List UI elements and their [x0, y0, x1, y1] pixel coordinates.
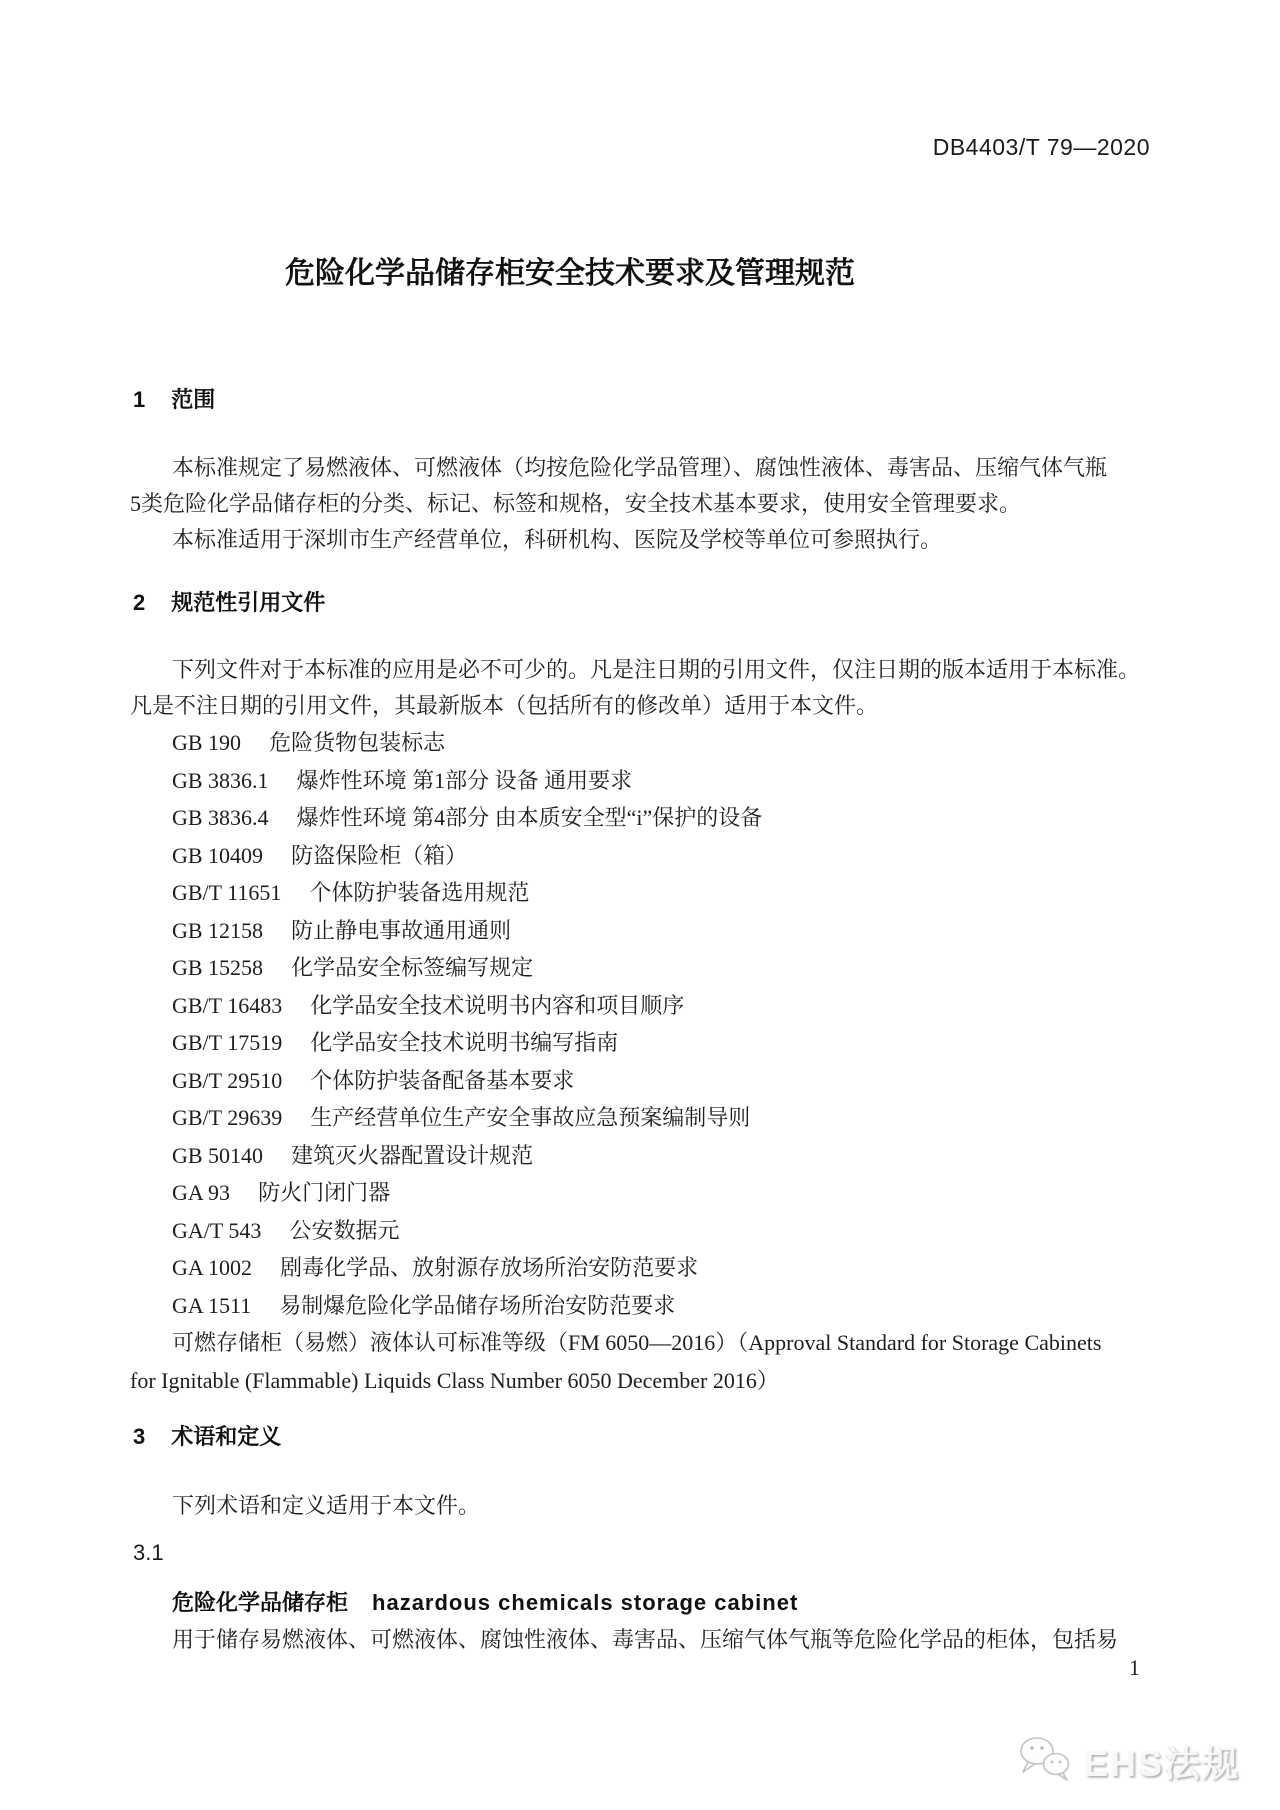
reference-code: GB 3836.4: [172, 805, 269, 830]
section-1-body: [130, 450, 1160, 558]
reference-item: [130, 1024, 1160, 1062]
reference-title: 防火门闭门器: [258, 1180, 391, 1205]
term-definition-heading: [172, 1586, 798, 1617]
reference-item: [130, 1174, 1160, 1212]
section-1-number: 1: [133, 387, 146, 412]
paragraph-line: 5类危险化学品储存柜的分类、标记、标签和规格，安全技术基本要求，使用安全管理要求。: [130, 491, 1022, 516]
reference-code: GA 1511: [172, 1292, 252, 1318]
reference-title: 化学品安全技术说明书内容和项目顺序: [310, 992, 685, 1018]
watermark: [1016, 1734, 1240, 1788]
reference-item: [130, 1099, 1160, 1137]
reference-item: [130, 1212, 1160, 1250]
section-1-heading: [133, 383, 215, 414]
reference-code: GB/T 16483: [172, 992, 283, 1018]
reference-code: GB 50140: [172, 1142, 264, 1168]
reference-item: [130, 1137, 1160, 1175]
section-2-heading: [133, 586, 325, 617]
reference-item: [130, 799, 1160, 837]
section-3-number: 3: [133, 1424, 146, 1449]
reference-fm-line: 可燃存储柜（易燃）液体认可标准等级（FM 6050—2016）（Approval Standard for Storage Cabinets: [172, 1330, 1102, 1355]
reference-item: [130, 724, 1160, 762]
term-number: 3.1: [133, 1540, 164, 1565]
paragraph-line: 下列文件对于本标准的应用是必不可少的。凡是注日期的引用文件，仅注日期的版本适用于本标准。: [172, 657, 1141, 682]
reference-title: 防止静电事故通用通则: [291, 917, 512, 943]
reference-title: 爆炸性环境 第4部分 由本质安全型“i”保护的设备: [296, 805, 763, 830]
reference-code: GB 3836.1: [172, 767, 269, 793]
document-title: 危险化学品储存柜安全技术要求及管理规范: [285, 257, 855, 290]
reference-item: [130, 949, 1160, 987]
reference-code: GB 190: [172, 730, 242, 755]
reference-code: GA/T 543: [172, 1217, 262, 1243]
reference-title: 易制爆危险化学品储存场所治安防范要求: [279, 1292, 676, 1318]
reference-title: 生产经营单位生产安全事故应急预案编制导则: [310, 1105, 751, 1130]
reference-title: 个体防护装备选用规范: [309, 880, 530, 905]
reference-code: GA 1002: [172, 1255, 253, 1280]
reference-code: GA 93: [172, 1180, 231, 1205]
reference-code: GB 12158: [172, 917, 264, 943]
section-1-title: 范围: [171, 387, 216, 412]
reference-item: [130, 762, 1160, 800]
reference-title: 防盗保险柜（箱）: [291, 842, 468, 868]
reference-title: 化学品安全标签编写规定: [291, 955, 534, 980]
watermark-label: EHS法规: [1083, 1742, 1240, 1784]
reference-item: [130, 1287, 1160, 1325]
paragraph-line: 凡是不注日期的引用文件，其最新版本（包括所有的修改单）适用于本文件。: [130, 693, 879, 718]
reference-fm-line: for Ignitable (Flammable) Liquids Class Number 6050 December 2016）: [130, 1367, 779, 1393]
paragraph-line: 本标准适用于深圳市生产经营单位，科研机构、医院及学校等单位可参照执行。: [172, 527, 943, 552]
reference-title: 建筑灭火器配置设计规范: [291, 1142, 534, 1168]
reference-code: GB/T 29639: [172, 1105, 283, 1130]
reference-code: GB/T 17519: [172, 1030, 283, 1055]
reference-title: 危险货物包装标志: [269, 730, 446, 755]
term-definition-line: 用于储存易燃液体、可燃液体、腐蚀性液体、毒害品、压缩气体气瓶等危险化学品的柜体，包括易: [172, 1627, 1119, 1652]
reference-item: [130, 987, 1160, 1025]
reference-item: [130, 874, 1160, 912]
reference-code: GB 10409: [172, 842, 264, 868]
section-2-title: 规范性引用文件: [171, 590, 326, 615]
reference-title: 爆炸性环境 第1部分 设备 通用要求: [296, 767, 633, 793]
doc-number: DB4403/T 79—2020: [932, 134, 1150, 160]
reference-title: 化学品安全技术说明书编写指南: [310, 1030, 619, 1055]
reference-code: GB/T 11651: [172, 880, 282, 905]
reference-code: GB/T 29510: [172, 1067, 283, 1093]
reference-item: [130, 837, 1160, 875]
reference-item: [130, 1062, 1160, 1100]
paragraph-line: 本标准规定了易燃液体、可燃液体（均按危险化学品管理）、腐蚀性液体、毒害品、压缩气体气瓶: [172, 455, 1108, 480]
term-name-zh: 危险化学品储存柜: [172, 1590, 349, 1615]
terms-intro-line: 下列术语和定义适用于本文件。: [172, 1493, 481, 1518]
page-number: 1: [1129, 1655, 1140, 1680]
reference-title: 剧毒化学品、放射源存放场所治安防范要求: [280, 1255, 699, 1280]
reference-item: [130, 1249, 1160, 1287]
reference-list: [130, 724, 1160, 1399]
section-2-body: [130, 652, 1160, 724]
reference-title: 个体防护装备配备基本要求: [310, 1067, 575, 1093]
section-3-title: 术语和定义: [171, 1424, 282, 1449]
section-2-number: 2: [133, 590, 146, 615]
section-3-heading: [133, 1420, 281, 1451]
reference-code: GB 15258: [172, 955, 264, 980]
term-name-en: hazardous chemicals storage cabinet: [372, 1590, 799, 1615]
reference-title: 公安数据元: [289, 1217, 400, 1243]
wechat-icon: [1016, 1734, 1074, 1788]
reference-item: [130, 912, 1160, 950]
